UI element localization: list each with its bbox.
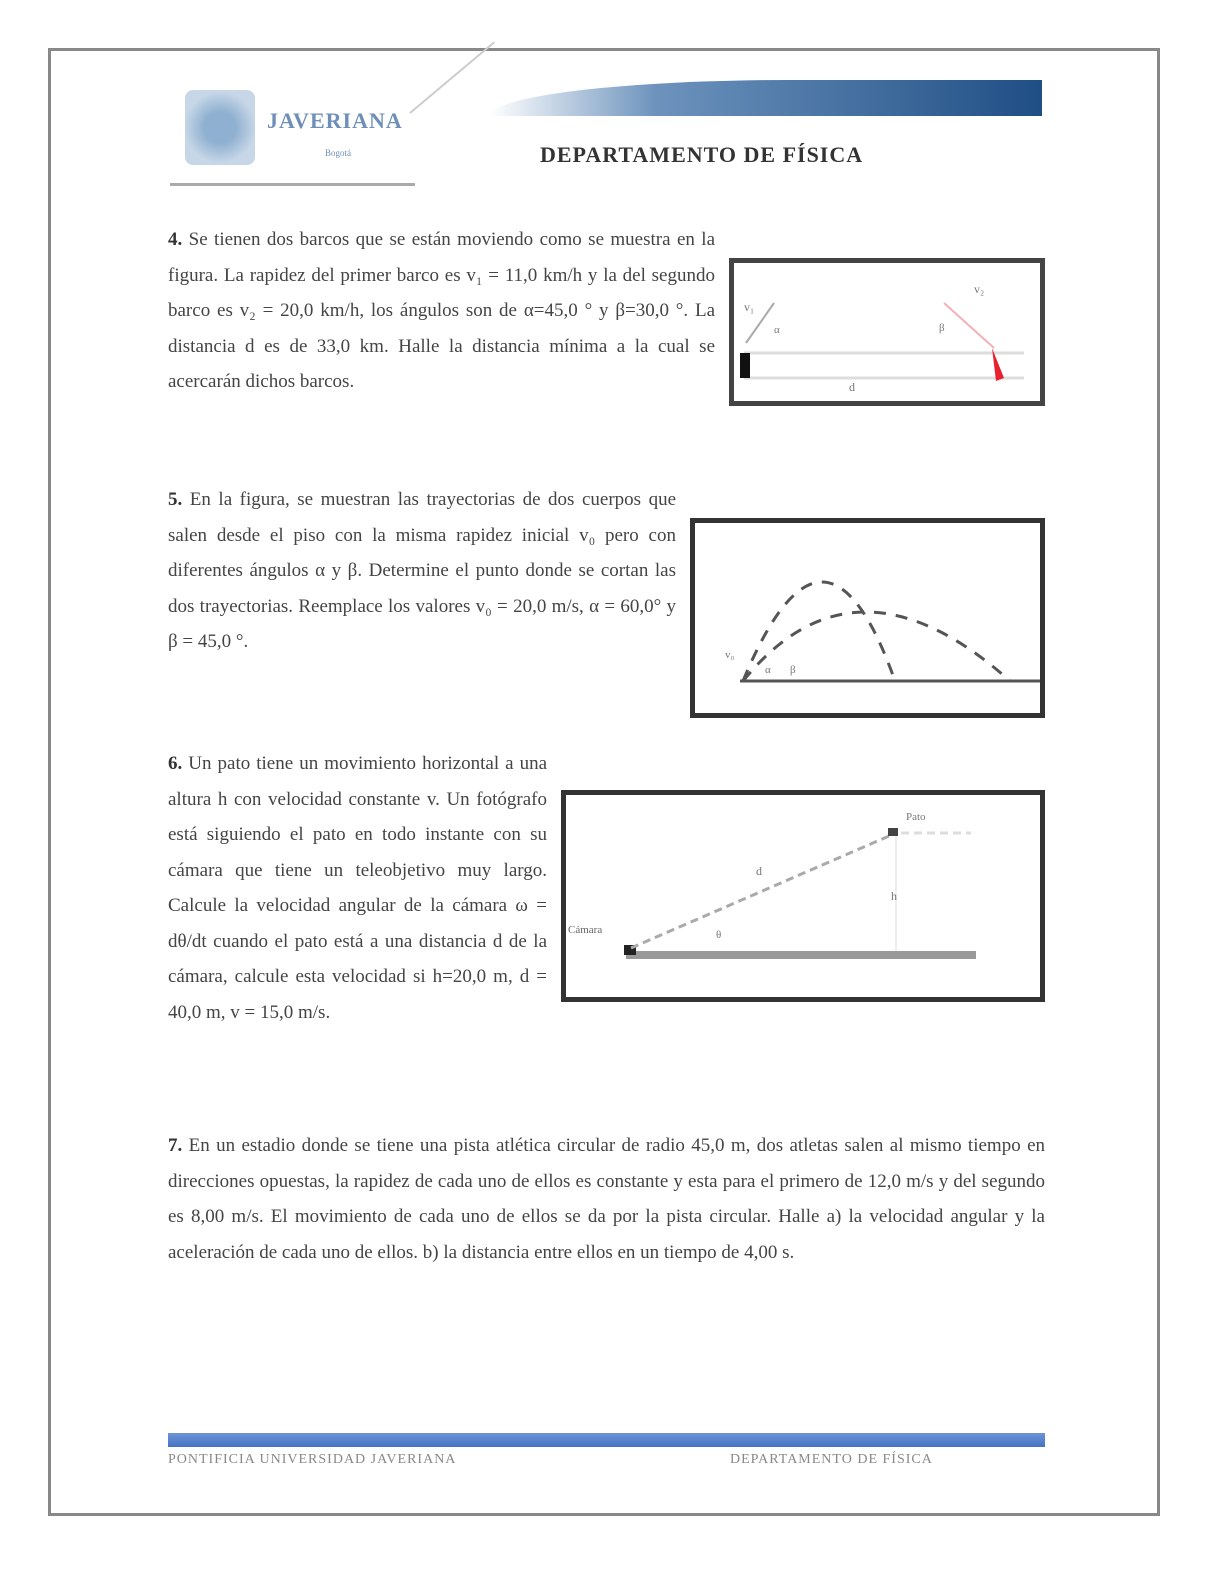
footer-left: PONTIFICIA UNIVERSIDAD JAVERIANA [168,1452,457,1467]
university-logo [185,90,415,170]
figure-boats [729,258,1045,406]
fig6-label-camara: Cámara [568,924,603,936]
logo-name: JAVERIANA [267,108,403,133]
department-title: DEPARTAMENTO DE FÍSICA [540,142,864,167]
problem-5 [168,482,1045,718]
problem-number: 5. [168,489,183,510]
footer-bar [168,1433,1045,1447]
problem-number: 4. [168,229,183,250]
problem-4 [168,222,1045,406]
problem-text: En un estadio donde se tiene una pista atlética circular de radio 45,0 m, dos atletas salen al mismo tiempo en direcciones opuestas, la rapidez de cada uno de ellos es constante y esta para el primero de 12,0 m/s y del segundo es 8,00 m/s. El movimiento de cada uno de ellos se da por la pista circular. Halle a) la velocidad angular y la aceleración de cada uno de ellos. b) la distancia entre ellos en un tiempo de 4,00 s. [168,1135,1046,1263]
figure-trajectories [690,518,1045,718]
fig5-label-alpha: α [765,664,771,676]
problem-text: Un pato tiene un movimiento horizontal a una altura h con velocidad constante v. Un fotógrafo está siguiendo el pato en todo instante con su cámara que tiene un teleobjetivo muy largo. Calcule la velocidad angular de la cámara ω = dθ/dt cuando el pato está a una distancia d de la cámara, calcule esta velocidad si h=20,0 m, d = 40,0 m, v = 15,0 m/s. [168,753,547,1023]
problem-text: Se tienen dos barcos que se están moviendo como se muestra en la figura. La rapidez del primer barco es v₁ = 11,0 km/h y la del segundo barco es v₂ = 20,0 km/h, los ángulos son de α=45,0 ° y β=30,0 °. La distancia d es de 33,0 km. Halle la distancia mínima a la cual se acercarán dichos barcos. [168,229,715,392]
fig6-label-d: d [756,864,762,878]
fig6-label-theta: θ [716,929,722,941]
fig6-label-pato: Pato [906,811,926,823]
fig4-label-d: d [849,380,855,394]
footer-right: DEPARTAMENTO DE FÍSICA [730,1452,933,1467]
logo-sub: Bogotá [325,148,351,158]
fig4-label-beta: β [939,322,945,334]
crest-icon [185,90,255,165]
problem-number: 7. [168,1135,183,1156]
figure-duck-camera [561,790,1045,1002]
problem-7 [168,1128,1045,1270]
problem-text: En la figura, se muestran las trayectorias de dos cuerpos que salen desde el piso con la misma rapidez inicial v₀ pero con diferentes ángulos α y β. Determine el punto donde se cortan las dos trayectorias. Reemplace los valores v₀ = 20,0 m/s, α = 60,0° y β = 45,0 °. [168,489,676,652]
fig5-label-v0: v₀ [725,649,735,661]
header-rule [170,183,415,186]
problem-number: 6. [168,753,183,774]
fig5-label-beta: β [790,664,796,676]
fig4-label-v1: v₁ [744,300,755,314]
fig4-label-v2: v₂ [974,282,985,296]
problem-6 [168,746,1045,1030]
fig4-label-alpha: α [774,324,780,336]
fig6-label-h: h [891,889,897,903]
